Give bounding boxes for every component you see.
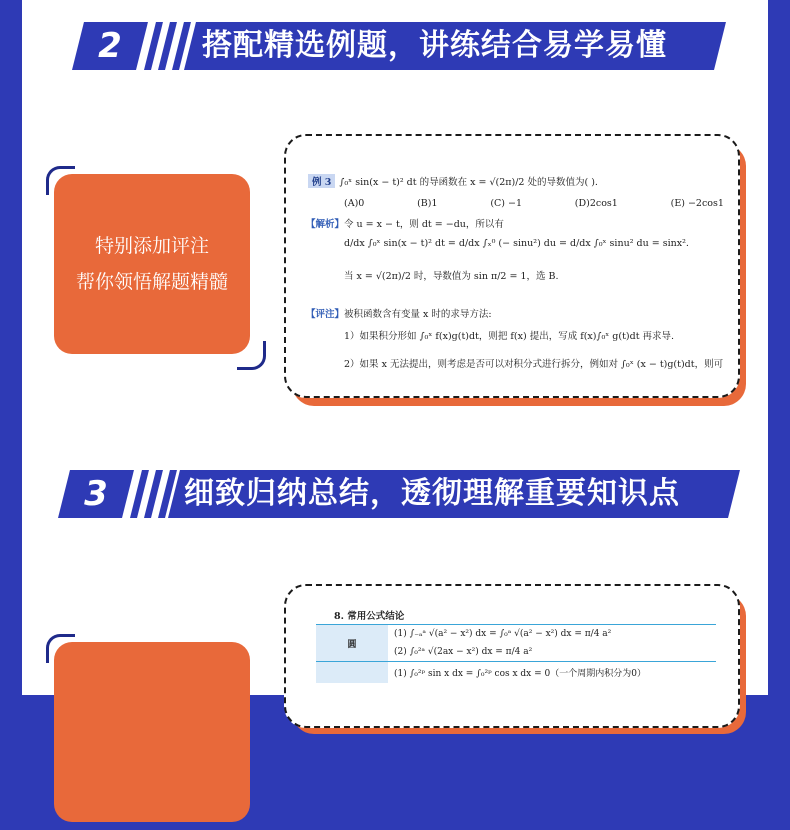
comment-line-3: 2）如果 x 无法提出，则考虑是否可以对积分式进行拆分，例如对 ∫₀ˣ (x − t)g(t)dt，则可 (344, 359, 724, 370)
formula-1: (1) ∫₋ₐᵃ √(a² − x²) dx = ∫₀ᵃ √(a² − x²) dx = π/4 a² (388, 625, 716, 644)
comment-tag: 【评注】 (306, 309, 345, 320)
analysis-text: 令 u = x − t，则 dt = −du，所以有 (344, 219, 504, 230)
label-line-2: 帮你领悟解题精髓 (75, 271, 228, 293)
comment-text: 被积函数含有变量 x 时的求导方法: (344, 309, 492, 320)
comment-line-1 (306, 306, 492, 320)
row-label: 圆 (316, 625, 388, 662)
example-question (308, 174, 598, 188)
option-b: (B)1 (417, 198, 438, 209)
answer-options (344, 198, 724, 209)
feature-label-3 (46, 634, 258, 830)
question-text: ∫₀ˣ sin(x − t)² dt 的导函数在 x = √(2π)/2 处的导数值为( ). (339, 177, 598, 188)
section-title: 细致归纳总结，透彻理解重要知识点 (184, 476, 680, 511)
section-title: 搭配精选例题，讲练结合易学易懂 (202, 28, 667, 63)
option-a: (A)0 (344, 198, 365, 209)
example-card (284, 134, 740, 398)
summary-card (284, 584, 740, 728)
option-e: (E) −2cos1 (670, 198, 724, 209)
analysis-line-2: d/dx ∫₀ˣ sin(x − t)² dt = d/dx ∫ₓ⁰ (− sinu²) du = d/dx ∫₀ˣ sinu² du = sinx². (344, 238, 689, 249)
analysis-line-1 (306, 216, 504, 230)
feature-label-2 (46, 166, 258, 362)
section-2-header (78, 22, 718, 70)
table-row (316, 662, 716, 684)
summary-heading: 8. 常用公式结论 (334, 611, 405, 622)
comment-line-2: 1）如果积分形如 ∫₀ˣ f(x)g(t)dt，则把 f(x) 提出，写成 f(x)∫₀ˣ g(t)dt 再求导. (344, 331, 675, 342)
section-number: 2 (98, 26, 122, 66)
label-background (54, 642, 250, 822)
formula-3: (1) ∫₀²ᵖ sin x dx = ∫₀²ᵖ cos x dx = 0（一个周期内积分为0） (388, 662, 716, 684)
formula-table (316, 624, 716, 683)
option-d: (D)2cos1 (574, 198, 618, 209)
analysis-tag: 【解析】 (306, 219, 345, 230)
formula-2: (2) ∫₀²ᵃ √(2ax − x²) dx = π/4 a² (388, 643, 716, 662)
row-label-next (316, 662, 388, 684)
analysis-line-3: 当 x = √(2π)/2 时，导数值为 sin π/2 = 1，选 B. (344, 271, 559, 282)
corner-bracket-bottom-right (237, 341, 266, 370)
label-text (54, 174, 250, 354)
section-3-header (64, 470, 734, 518)
example-tag: 例 3 (308, 174, 335, 188)
option-c: (C) −1 (490, 198, 523, 209)
table-row (316, 625, 716, 644)
section-number: 3 (84, 474, 108, 514)
label-line-1: 特别添加评注 (94, 235, 209, 257)
